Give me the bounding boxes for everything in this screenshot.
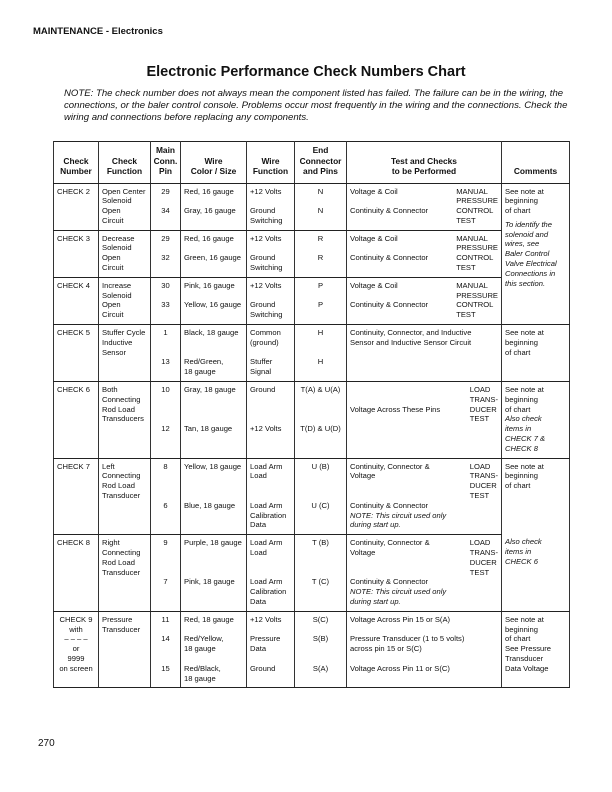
end-connector-pins: N N — [295, 183, 347, 230]
wire-function: +12 Volts Ground Switching — [247, 183, 295, 230]
col-header: Test and Checks to be Performed — [347, 142, 502, 184]
comment-italic: To identify the solenoid and wires, see Baler Control Valve Electrical Connections in this section. — [505, 219, 557, 288]
comment-text: See note at beginning of chart See Pressure Transducer Data Voltage — [505, 614, 552, 673]
main-conn-pin: 9 7 — [151, 535, 181, 612]
comment-text: See note at beginning of chart — [505, 328, 544, 357]
comments — [502, 611, 570, 688]
wire-color-size: Red, 16 gauge Green, 16 gauge — [181, 230, 247, 277]
section-header: MAINTENANCE - Electronics — [33, 26, 163, 37]
comment-text: See note at beginning of chart — [505, 461, 544, 491]
end-connector-pins: R R — [295, 230, 347, 277]
table-row — [54, 277, 570, 324]
main-conn-pin: 8 6 — [151, 458, 181, 535]
check-number: CHECK 2 — [54, 183, 99, 230]
wire-function: Load Arm Load Load Arm Calibration Data — [247, 535, 295, 612]
main-conn-pin: 29 32 — [151, 230, 181, 277]
test-description: Voltage Across Pin 15 or S(A) Pressure Transducer (1 to 5 volts) across pin 15 or S(C) Voltage Across Pin 11 or S(C) — [350, 614, 465, 673]
check-number: CHECK 7 — [54, 458, 99, 535]
check-function: Right Connecting Rod Load Transducer — [99, 535, 151, 612]
comment-italic: Also check items in CHECK 6 — [505, 537, 542, 566]
check-function: Both Connecting Rod Load Transducers — [99, 382, 151, 459]
wire-color-size: Black, 18 gauge Red/Green, 18 gauge — [181, 325, 247, 382]
test-description: Voltage & Coil Continuity & Connector — [350, 186, 429, 216]
test-description: Continuity, Connector & Voltage Continuity & Connector — [350, 461, 430, 510]
wire-color-size: Red, 16 gauge Gray, 16 gauge — [181, 183, 247, 230]
test-category: LOAD TRANS- DUCER TEST — [469, 461, 498, 501]
wire-color-size: Gray, 18 gauge Tan, 18 gauge — [181, 382, 247, 459]
end-connector-pins: S(C) S(B) S(A) — [295, 611, 347, 688]
main-conn-pin: 29 34 — [151, 183, 181, 230]
test-description: Continuity, Connector & Voltage Continuity & Connector — [350, 538, 430, 587]
check-number: CHECK 9 with – – – – or 9999 on screen — [54, 611, 99, 688]
test-description: Voltage & Coil Continuity & Connector — [350, 280, 429, 310]
comments — [502, 183, 570, 325]
check-number: CHECK 6 — [54, 382, 99, 459]
page-number: 270 — [38, 738, 55, 749]
comment-italic: Also check items in CHECK 7 & CHECK 8 — [505, 414, 546, 453]
col-header: End Connector and Pins — [295, 142, 347, 184]
intro-note: NOTE: The check number does not always mean the component listed has failed. The failure can be in the wiring, the connections, or the baler control console. Problems occur most frequently in the wiring and the connections. Check the wiring and connections before replacing any components. — [64, 88, 568, 123]
check-number: CHECK 8 — [54, 535, 99, 612]
test-description: Voltage & Coil Continuity & Connector — [350, 233, 429, 263]
test-checks — [347, 382, 502, 459]
wire-color-size: Red, 18 gauge Red/Yellow, 18 gauge Red/Black, 18 gauge — [181, 611, 247, 688]
check-numbers-table — [53, 141, 570, 688]
table-header-row — [54, 142, 570, 184]
table-row — [54, 535, 570, 612]
wire-function: +12 Volts Pressure Data Ground — [247, 611, 295, 688]
table-row — [54, 183, 570, 230]
check-function: Increase Solenoid Open Circuit — [99, 277, 151, 324]
test-category: MANUAL PRESSURE CONTROL TEST — [456, 186, 498, 225]
wire-function: +12 Volts Ground Switching — [247, 230, 295, 277]
main-conn-pin: 10 12 — [151, 382, 181, 459]
check-number: CHECK 3 — [54, 230, 99, 277]
col-header: Main Conn. Pin — [151, 142, 181, 184]
wire-function: Load Arm Load Load Arm Calibration Data — [247, 458, 295, 535]
check-number: CHECK 4 — [54, 277, 99, 324]
wire-color-size: Purple, 18 gauge Pink, 18 gauge — [181, 535, 247, 612]
test-checks — [347, 183, 502, 230]
test-category: MANUAL PRESSURE CONTROL TEST — [456, 280, 498, 320]
comments — [502, 325, 570, 382]
wire-function: +12 Volts Ground Switching — [247, 277, 295, 324]
wire-color-size: Yellow, 18 gauge Blue, 18 gauge — [181, 458, 247, 535]
col-header: Comments — [502, 142, 570, 184]
col-header: Wire Color / Size — [181, 142, 247, 184]
end-connector-pins: P P — [295, 277, 347, 324]
check-function: Pressure Transducer — [99, 611, 151, 688]
check-number: CHECK 5 — [54, 325, 99, 382]
end-connector-pins: T (B) T (C) — [295, 535, 347, 612]
test-description: Voltage Across These Pins — [350, 404, 441, 414]
wire-function: Common (ground) Stuffer Signal — [247, 325, 295, 382]
test-note: NOTE: This circuit used only during start up. — [350, 587, 447, 606]
wire-function: Ground +12 Volts — [247, 382, 295, 459]
check-function: Decrease Solenoid Open Circuit — [99, 230, 151, 277]
check-function: Open Center Solenoid Open Circuit — [99, 183, 151, 230]
end-connector-pins: H H — [295, 325, 347, 382]
check-function: Left Connecting Rod Load Transducer — [99, 458, 151, 535]
table-row — [54, 325, 570, 382]
table-row — [54, 382, 570, 459]
test-checks — [347, 611, 502, 688]
table-row — [54, 458, 570, 535]
main-conn-pin: 11 14 15 — [151, 611, 181, 688]
comment-text: See note at beginning of chart — [505, 186, 544, 216]
wire-color-size: Pink, 16 gauge Yellow, 16 gauge — [181, 277, 247, 324]
test-description: Continuity, Connector, and Inductive Sensor and Inductive Sensor Circuit — [350, 328, 472, 347]
comment-text: See note at beginning of chart — [505, 385, 544, 414]
comments — [502, 458, 570, 611]
comments — [502, 382, 570, 459]
test-checks — [347, 325, 502, 382]
test-checks — [347, 277, 502, 324]
test-category: LOAD TRANS- DUCER TEST — [469, 385, 498, 424]
col-header: Check Number — [54, 142, 99, 184]
main-conn-pin: 1 13 — [151, 325, 181, 382]
main-conn-pin: 30 33 — [151, 277, 181, 324]
table-row — [54, 611, 570, 688]
test-note: NOTE: This circuit used only during start up. — [350, 510, 447, 530]
page-title: Electronic Performance Check Numbers Chart — [146, 64, 466, 80]
check-function: Stuffer Cycle Inductive Sensor — [99, 325, 151, 382]
table-row — [54, 230, 570, 277]
test-category: LOAD TRANS- DUCER TEST — [469, 538, 498, 577]
test-checks — [347, 230, 502, 277]
col-header: Wire Function — [247, 142, 295, 184]
test-checks — [347, 535, 502, 612]
test-checks — [347, 458, 502, 535]
end-connector-pins: U (B) U (C) — [295, 458, 347, 535]
col-header: Check Function — [99, 142, 151, 184]
end-connector-pins: T(A) & U(A) T(D) & U(D) — [295, 382, 347, 459]
test-category: MANUAL PRESSURE CONTROL TEST — [456, 233, 498, 273]
